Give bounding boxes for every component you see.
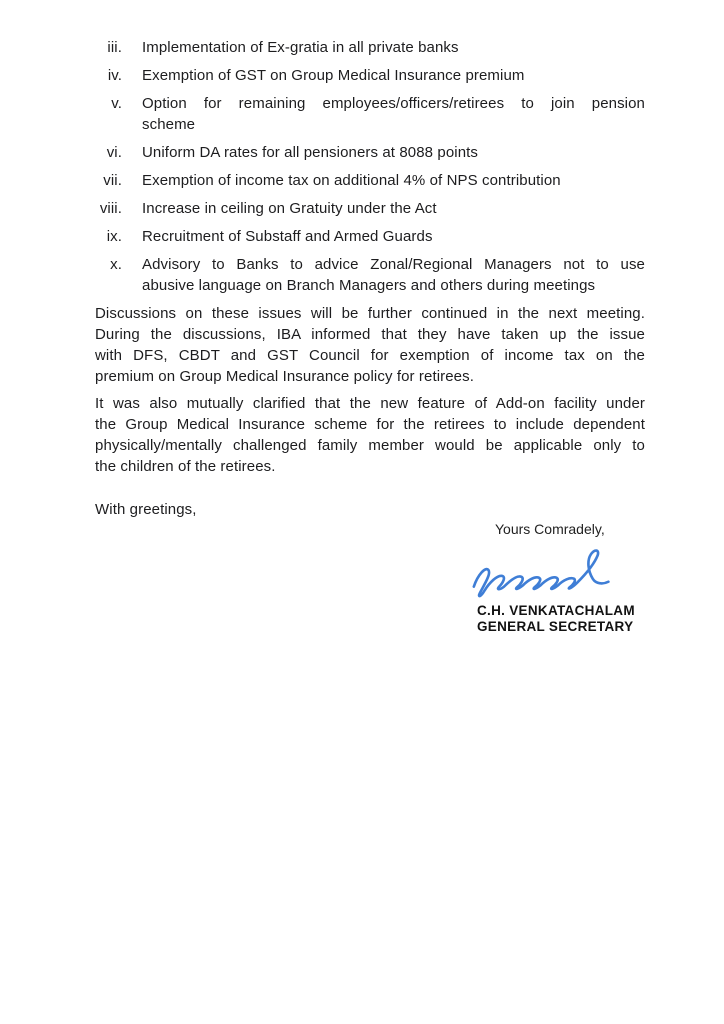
list-item-text: Implementation of Ex-gratia in all private banks (142, 39, 459, 56)
list-item-vi (95, 142, 645, 163)
letter-body (95, 37, 645, 520)
paragraph-line: During the discussions, IBA informed that they have taken up the issue (95, 326, 645, 343)
list-item-number: iii. (107, 39, 122, 56)
list-item-iii (95, 37, 645, 58)
list-item-text: Option for remaining employees/officers/retirees to join pension (142, 95, 645, 112)
paragraph-line: the children of the retirees. (95, 458, 276, 475)
closing-greeting: With greetings, (95, 501, 197, 518)
paragraph-clarification (95, 393, 645, 477)
list-item-number: ix. (106, 228, 122, 245)
paragraph-discussions (95, 303, 645, 387)
paragraph-line: physically/mentally challenged family member would be applicable only to (95, 437, 645, 454)
list-item-number: v. (111, 95, 122, 112)
signatory-title: GENERAL SECRETARY (477, 619, 634, 634)
list-item-v (95, 93, 645, 135)
signature-path (474, 551, 609, 597)
signatory-name: C.H. VENKATACHALAM (477, 603, 635, 618)
paragraph-line: the Group Medical Insurance scheme for the retirees to include dependent (95, 416, 645, 433)
list-item-text: Recruitment of Substaff and Armed Guards (142, 228, 433, 245)
list-item-iv (95, 65, 645, 86)
signature-svg (467, 543, 623, 601)
signature-image (467, 543, 653, 601)
list-item-viii (95, 198, 645, 219)
list-item-number: vi. (106, 144, 122, 161)
paragraph-line: It was also mutually clarified that the new feature of Add-on facility under (95, 395, 645, 412)
list-item-number: x. (110, 256, 122, 273)
paragraph-line: Discussions on these issues will be further continued in the next meeting. (95, 305, 645, 322)
list-item-text: Exemption of income tax on additional 4% of NPS contribution (142, 172, 561, 189)
paragraph-line: premium on Group Medical Insurance policy for retirees. (95, 368, 474, 385)
salutation: Yours Comradely, (495, 521, 605, 537)
list-item-number: vii. (103, 172, 122, 189)
list-item-text: Uniform DA rates for all pensioners at 8088 points (142, 144, 479, 161)
list-item-number: iv. (107, 67, 122, 84)
list-item-ix (95, 226, 645, 247)
list-item-text: Exemption of GST on Group Medical Insurance premium (142, 67, 525, 84)
list-item-text: scheme (142, 116, 196, 133)
paragraph-line: with DFS, CBDT and GST Council for exemption of income tax on the (95, 347, 645, 364)
signature-block (477, 520, 653, 635)
list-item-text: abusive language on Branch Managers and others during meetings (142, 277, 596, 294)
list-item-text: Increase in ceiling on Gratuity under the Act (142, 200, 437, 217)
list-item-text: Advisory to Banks to advice Zonal/Regional Managers not to use (142, 256, 645, 273)
list-item-vii (95, 170, 645, 191)
list-item-x (95, 254, 645, 296)
list-item-number: viii. (99, 200, 122, 217)
